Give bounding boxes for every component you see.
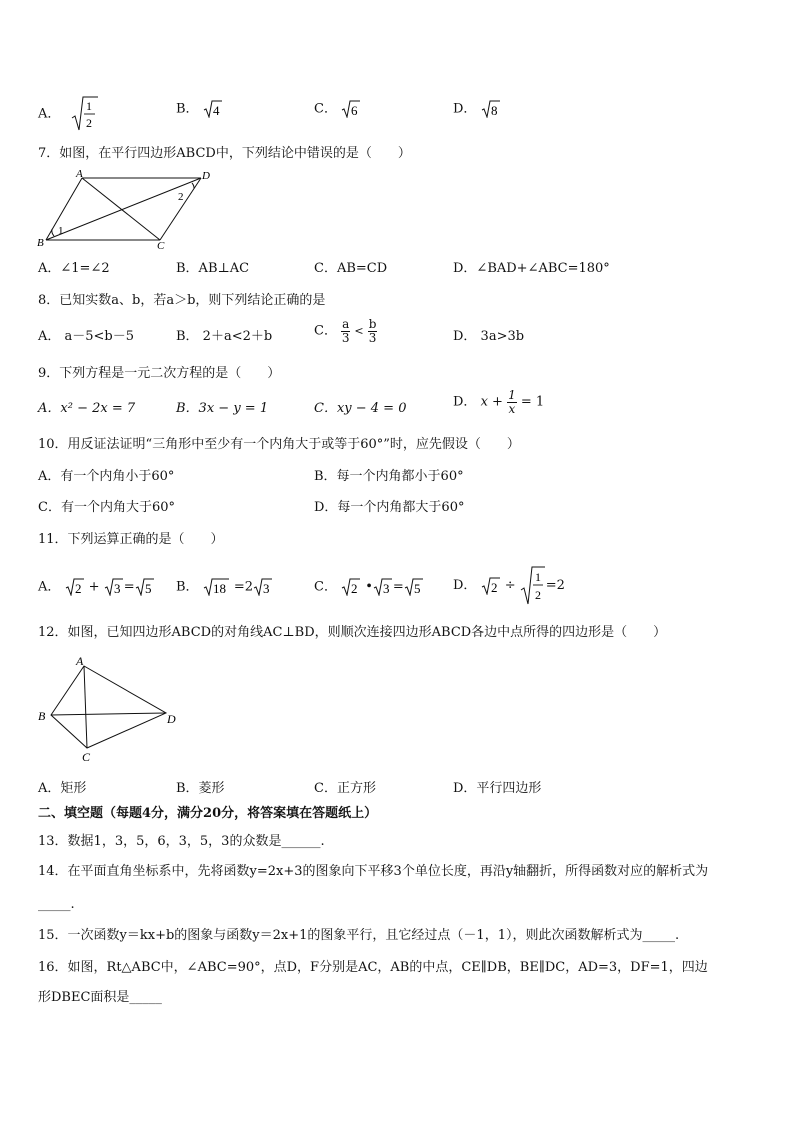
q12-option-a: A．矩形 bbox=[38, 781, 87, 796]
svg-text:2: 2 bbox=[351, 581, 358, 596]
vertex-label-b: B bbox=[38, 709, 46, 723]
q10-stem: 10．用反证法证明“三角形中至少有一个内角大于或等于60°”时，应先假设（ ） bbox=[38, 437, 520, 452]
svg-text:2: 2 bbox=[490, 580, 498, 595]
option-label: A． bbox=[38, 579, 61, 595]
q6-option-a bbox=[38, 96, 99, 132]
vertex-label-d: D bbox=[202, 170, 210, 182]
q11-stem: 11．下列运算正确的是（ ） bbox=[38, 532, 224, 547]
option-label: D． bbox=[453, 578, 477, 593]
lhs: x + bbox=[480, 394, 503, 410]
q6-option-c bbox=[314, 100, 361, 118]
svg-text:2: 2 bbox=[74, 581, 82, 596]
q9-option-b: B．3x − y = 1 bbox=[176, 401, 269, 416]
q10-option-a: A．有一个内角小于60° bbox=[38, 469, 175, 484]
rhs: = 1 bbox=[520, 394, 545, 410]
q7-option-a: A．∠1=∠2 bbox=[38, 261, 110, 276]
q11-option-d: D． 2 ÷ 1 2 =2 bbox=[453, 566, 565, 606]
section-heading-fill-in: 二、填空题（每题4分，满分20分，将答案填在答题纸上） bbox=[38, 806, 378, 821]
q8-stem: 8．已知实数a、b，若a＞b，则下列结论正确的是 bbox=[38, 293, 326, 308]
vertex-label-a: A bbox=[76, 654, 84, 668]
less-than: < bbox=[354, 324, 364, 338]
q13-text: 13．数据1，3，5，6，3，5，3的众数是______. bbox=[38, 834, 325, 849]
q7-option-d: D．∠BAD+∠ABC=180° bbox=[453, 261, 610, 276]
q14-text-line1: 14．在平面直角坐标系中，先将函数y=2x+3的图象向下平移3个单位长度，再沿y轴翻折，所得函数对应的解析式为 bbox=[38, 864, 709, 879]
q12-stem: 12．如图，已知四边形ABCD的对角线AC⊥BD，则顺次连接四边形ABCD各边中点所得的四边形是（ ） bbox=[38, 625, 667, 640]
fraction-b-over-3: $\frac{b}{3}$ bbox=[368, 317, 377, 345]
option-label: A． bbox=[38, 106, 61, 122]
q6-option-b bbox=[176, 100, 223, 118]
sqrt-18 bbox=[203, 578, 230, 596]
q16-text-line1: 16．如图，Rt△ABC中，∠ABC=90°，点D，F分别是AC，AB的中点，CE∥DB，BE∥DC，AD=3，DF=1，四边 bbox=[38, 960, 708, 975]
q8-option-a: A． a－5<b－5 bbox=[38, 329, 135, 344]
q14-text-line2: _____. bbox=[38, 897, 75, 912]
q7-option-b: B．AB⊥AC bbox=[176, 261, 250, 276]
svg-text:8: 8 bbox=[490, 103, 498, 118]
option-label: C． bbox=[314, 579, 337, 595]
angle-label-2: 2 bbox=[178, 191, 184, 203]
vertex-label-b: B bbox=[37, 237, 44, 249]
denominator: 2 bbox=[85, 116, 92, 130]
q8-option-d: D． 3a>3b bbox=[453, 329, 525, 344]
sqrt-2 bbox=[481, 577, 501, 595]
q7-stem: 7．如图，在平行四边形ABCD中，下列结论中错误的是（ ） bbox=[38, 146, 411, 161]
vertex-label-c: C bbox=[82, 750, 91, 764]
sqrt-fraction-half bbox=[520, 566, 546, 606]
sqrt-3 bbox=[104, 578, 124, 596]
sqrt-6 bbox=[341, 100, 361, 118]
q12-option-b: B．菱形 bbox=[176, 781, 225, 796]
quadrilateral-figure bbox=[34, 652, 184, 764]
q10-option-d: D．每一个内角都大于60° bbox=[314, 500, 465, 515]
q7-option-c: C．AB=CD bbox=[314, 261, 388, 276]
svg-text:3: 3 bbox=[113, 581, 121, 596]
svg-text:4: 4 bbox=[212, 103, 220, 118]
q12-option-d: D．平行四边形 bbox=[453, 781, 542, 796]
q8-option-b: B． 2＋a<2＋b bbox=[176, 329, 273, 344]
svg-text:3: 3 bbox=[263, 581, 270, 596]
q9-option-d bbox=[453, 389, 544, 416]
svg-text:6: 6 bbox=[351, 103, 358, 118]
option-label: B． bbox=[176, 579, 199, 595]
fraction-a-over-3: $\frac{a}{3}$ bbox=[341, 317, 350, 345]
svg-text:5: 5 bbox=[413, 581, 421, 596]
sqrt-fraction bbox=[71, 96, 99, 132]
svg-text:5: 5 bbox=[144, 581, 152, 596]
q9-option-a: A．x² − 2x = 7 bbox=[38, 401, 136, 416]
sqrt-3 bbox=[253, 578, 273, 596]
vertex-label-d: D bbox=[167, 712, 176, 726]
fraction-1-over-x: $\frac{1}{x}$ bbox=[508, 388, 516, 416]
sqrt-5 bbox=[404, 578, 424, 596]
q10-option-c: C．有一个内角大于60° bbox=[38, 500, 175, 515]
sqrt-2 bbox=[65, 578, 85, 596]
sqrt-3 bbox=[373, 578, 393, 596]
q15-text: 15．一次函数y＝kx+b的图象与函数y＝2x+1的图象平行，且它经过点（－1，1），则此次函数解析式为_____. bbox=[38, 928, 680, 943]
sqrt-8 bbox=[481, 100, 501, 118]
option-label: C． bbox=[314, 101, 337, 117]
q8-option-c bbox=[314, 318, 377, 345]
q11-option-c: C． 2 • 3 = 5 bbox=[314, 578, 424, 596]
option-label: D． bbox=[453, 394, 477, 410]
q11-option-b: B． 18 =2 3 bbox=[176, 578, 273, 596]
q9-stem: 9．下列方程是一元二次方程的是（ ） bbox=[38, 366, 281, 381]
svg-text:3: 3 bbox=[382, 581, 390, 596]
option-label: C． bbox=[314, 323, 337, 339]
svg-text:2: 2 bbox=[534, 588, 541, 602]
sqrt-5 bbox=[135, 578, 155, 596]
option-label: D． bbox=[453, 101, 477, 117]
svg-text:1: 1 bbox=[534, 570, 541, 584]
q11-option-a: A． 2 + 3 = 5 bbox=[38, 578, 155, 596]
vertex-label-a: A bbox=[76, 168, 83, 180]
angle-label-1: 1 bbox=[58, 225, 64, 237]
q12-option-c: C．正方形 bbox=[314, 781, 376, 796]
q9-option-c: C．xy − 4 = 0 bbox=[314, 401, 407, 416]
option-label: B． bbox=[176, 101, 199, 117]
vertex-label-c: C bbox=[157, 240, 165, 250]
q16-text-line2: 形DBEC面积是_____ bbox=[38, 990, 162, 1005]
svg-text:18: 18 bbox=[212, 581, 226, 596]
q6-option-d bbox=[453, 100, 501, 118]
q10-option-b: B．每一个内角都小于60° bbox=[314, 469, 464, 484]
sqrt-2 bbox=[341, 578, 361, 596]
sqrt-4 bbox=[203, 100, 223, 118]
parallelogram-figure bbox=[36, 168, 216, 250]
numerator: 1 bbox=[85, 99, 92, 113]
